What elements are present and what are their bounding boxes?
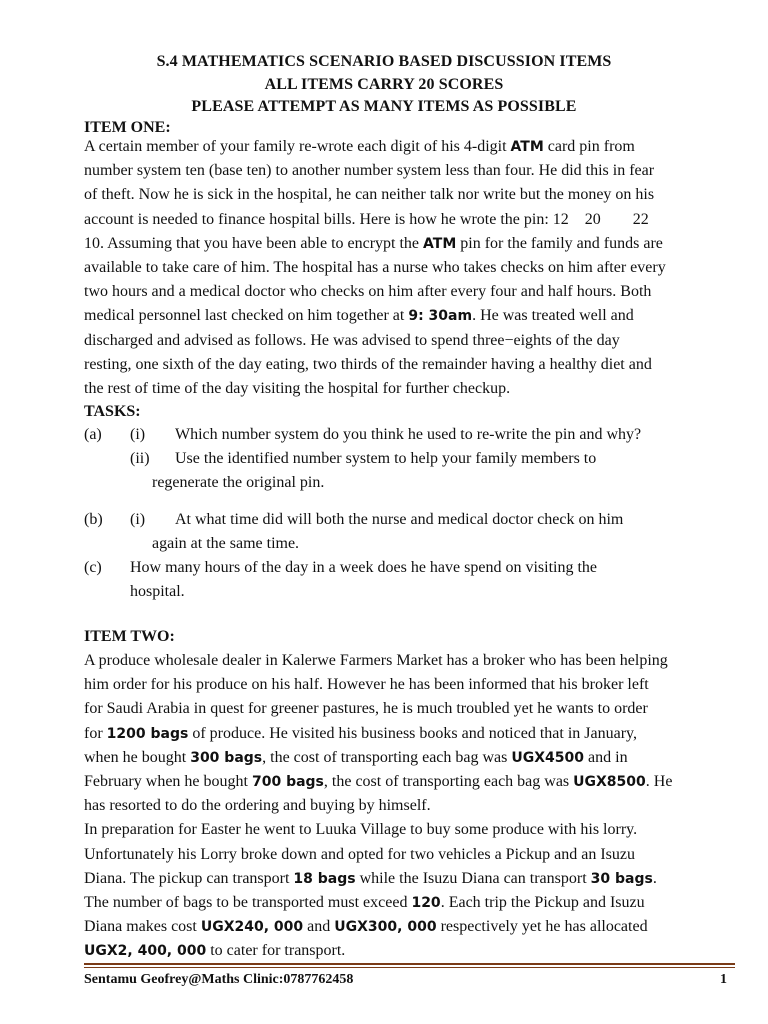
text-segment: pin for the family and funds are: [456, 234, 663, 252]
text-line: [84, 794, 734, 818]
text-line: [84, 746, 734, 770]
text-segment: resting, one sixth of the day eating, two thirds of the remainder having a healthy diet and: [84, 355, 652, 373]
item-two-title: ITEM TWO:: [84, 628, 175, 645]
text-line: [84, 159, 734, 183]
text-segment: The number of bags to be transported must exceed: [84, 894, 412, 912]
emphasis-value: ATM: [423, 235, 457, 252]
emphasis-value: 120: [411, 895, 441, 912]
text-line: [84, 770, 734, 794]
text-line: [84, 304, 734, 328]
text-line: [84, 135, 734, 159]
emphasis-value: 700 bags: [251, 774, 324, 791]
text-segment: him order for his produce on his half. However he has been informed that his broker left: [84, 676, 649, 694]
text-segment: available to take care of him. The hospital has a nurse who takes checks on him after every: [84, 259, 666, 277]
task-a-ii-label: (ii): [130, 450, 150, 467]
text-segment: . He was treated well and: [472, 307, 634, 325]
emphasis-value: UGX2, 400, 000: [84, 943, 207, 960]
emphasis-value: ATM: [510, 139, 544, 155]
text-line: [84, 673, 734, 697]
text-segment: the rest of time of the day visiting the hospital for further checkup.: [84, 380, 511, 398]
text-line: [84, 232, 734, 256]
header-scores: ALL ITEMS CARRY 20 SCORES: [264, 76, 504, 93]
text-segment: card pin from: [543, 138, 635, 155]
tasks-title: TASKS:: [84, 403, 141, 420]
text-segment: two hours and a medical doctor who checks on him after every four and half hours. Both: [84, 283, 652, 301]
emphasis-value: UGX8500: [573, 774, 646, 791]
text-segment: and: [303, 918, 335, 936]
task-a-label: (a): [84, 426, 102, 443]
task-c-text-cont: hospital.: [130, 583, 185, 600]
text-segment: .: [652, 869, 657, 887]
text-line: [84, 843, 734, 867]
text-line: [84, 915, 734, 939]
emphasis-value: 9: 30am: [408, 308, 473, 325]
emphasis-value: 30 bags: [590, 870, 653, 887]
text-line: [84, 280, 734, 304]
page-number: 1: [720, 972, 727, 987]
task-b-i-text-cont: again at the same time.: [152, 535, 300, 552]
emphasis-value: 1200 bags: [106, 725, 189, 742]
text-segment: number system ten (base ten) to another number system less than four. He did this in fear: [84, 162, 655, 180]
text-segment: when he bought: [84, 748, 191, 766]
task-a-ii-text: Use the identified number system to help your family members to: [175, 450, 597, 467]
text-segment: . He: [645, 773, 673, 791]
footer-rule-thin: [84, 967, 735, 968]
text-line: [84, 329, 734, 353]
text-line: [84, 353, 734, 377]
text-line: [84, 208, 734, 232]
text-segment: while the Isuzu Diana can transport: [355, 869, 591, 887]
item-two-body: [84, 649, 734, 964]
text-segment: respectively yet he has allocated: [436, 918, 648, 936]
text-segment: account is needed to finance hospital bills. Here is how he wrote the pin: 12 20 22: [84, 210, 649, 228]
text-segment: Diana. The pickup can transport: [84, 869, 294, 887]
text-line: [84, 183, 734, 207]
text-line: [84, 722, 734, 746]
task-c-text: How many hours of the day in a week does he have spend on visiting the: [130, 559, 598, 576]
header-instruction: PLEASE ATTEMPT AS MANY ITEMS AS POSSIBLE: [191, 98, 577, 115]
text-segment: Unfortunately his Lorry broke down and opted for two vehicles a Pickup and an Isuzu: [84, 845, 635, 863]
task-a-i-text: Which number system do you think he used to re-write the pin and why?: [175, 426, 642, 443]
text-segment: and in: [584, 748, 628, 766]
text-segment: In preparation for Easter he went to Luuka Village to buy some produce with his lorry.: [84, 821, 638, 839]
text-line: [84, 697, 734, 721]
item-one-body: [84, 135, 734, 401]
emphasis-value: UGX240, 000: [200, 919, 304, 936]
text-segment: discharged and advised as follows. He was advised to spend three−eights of the day: [84, 331, 620, 349]
text-line: [84, 818, 734, 842]
text-line: [84, 891, 734, 915]
text-segment: has resorted to do the ordering and buying by himself.: [84, 797, 431, 815]
text-segment: medical personnel last checked on him together at: [84, 307, 409, 325]
footer-rule: [84, 963, 735, 965]
emphasis-value: UGX300, 000: [334, 919, 437, 936]
text-line: [84, 867, 734, 891]
text-segment: 10. Assuming that you have been able to encrypt the: [84, 234, 424, 252]
text-segment: . Each trip the Pickup and Isuzu: [440, 894, 645, 912]
text-segment: Diana makes cost: [84, 918, 201, 936]
text-segment: for: [84, 724, 107, 742]
text-segment: for Saudi Arabia in quest for greener pastures, he is much troubled yet he wants to order: [84, 700, 648, 718]
task-b-label: (b): [84, 511, 103, 528]
text-segment: of produce. He visited his business books and noticed that in January,: [188, 724, 637, 742]
task-a-ii-text-cont: regenerate the original pin.: [152, 474, 325, 491]
emphasis-value: 18 bags: [293, 870, 356, 887]
task-a-i-label: (i): [130, 426, 146, 443]
emphasis-value: 300 bags: [190, 749, 263, 766]
emphasis-value: UGX4500: [511, 749, 585, 766]
item-one-title: ITEM ONE:: [84, 119, 171, 136]
text-segment: February when he bought: [84, 773, 252, 791]
footer-author: Sentamu Geofrey@Maths Clinic:0787762458: [84, 972, 354, 987]
text-segment: of theft. Now he is sick in the hospital, he can neither talk nor write but the money on his: [84, 186, 655, 204]
text-segment: A certain member of your family re-wrote each digit of his 4-digit: [84, 138, 511, 155]
task-b-i-text: At what time did will both the nurse and medical doctor check on him: [175, 511, 624, 528]
text-line: [84, 256, 734, 280]
text-line: [84, 377, 734, 401]
text-segment: , the cost of transporting each bag was: [323, 773, 574, 791]
text-segment: to cater for transport.: [206, 942, 346, 960]
text-segment: , the cost of transporting each bag was: [262, 748, 512, 766]
text-line: [84, 939, 734, 963]
task-c-label: (c): [84, 559, 102, 576]
task-b-i-label: (i): [130, 511, 146, 528]
text-line: [84, 649, 734, 673]
text-segment: A produce wholesale dealer in Kalerwe Farmers Market has a broker who has been helping: [84, 652, 668, 669]
header-title: S.4 MATHEMATICS SCENARIO BASED DISCUSSION ITEMS: [156, 53, 612, 70]
